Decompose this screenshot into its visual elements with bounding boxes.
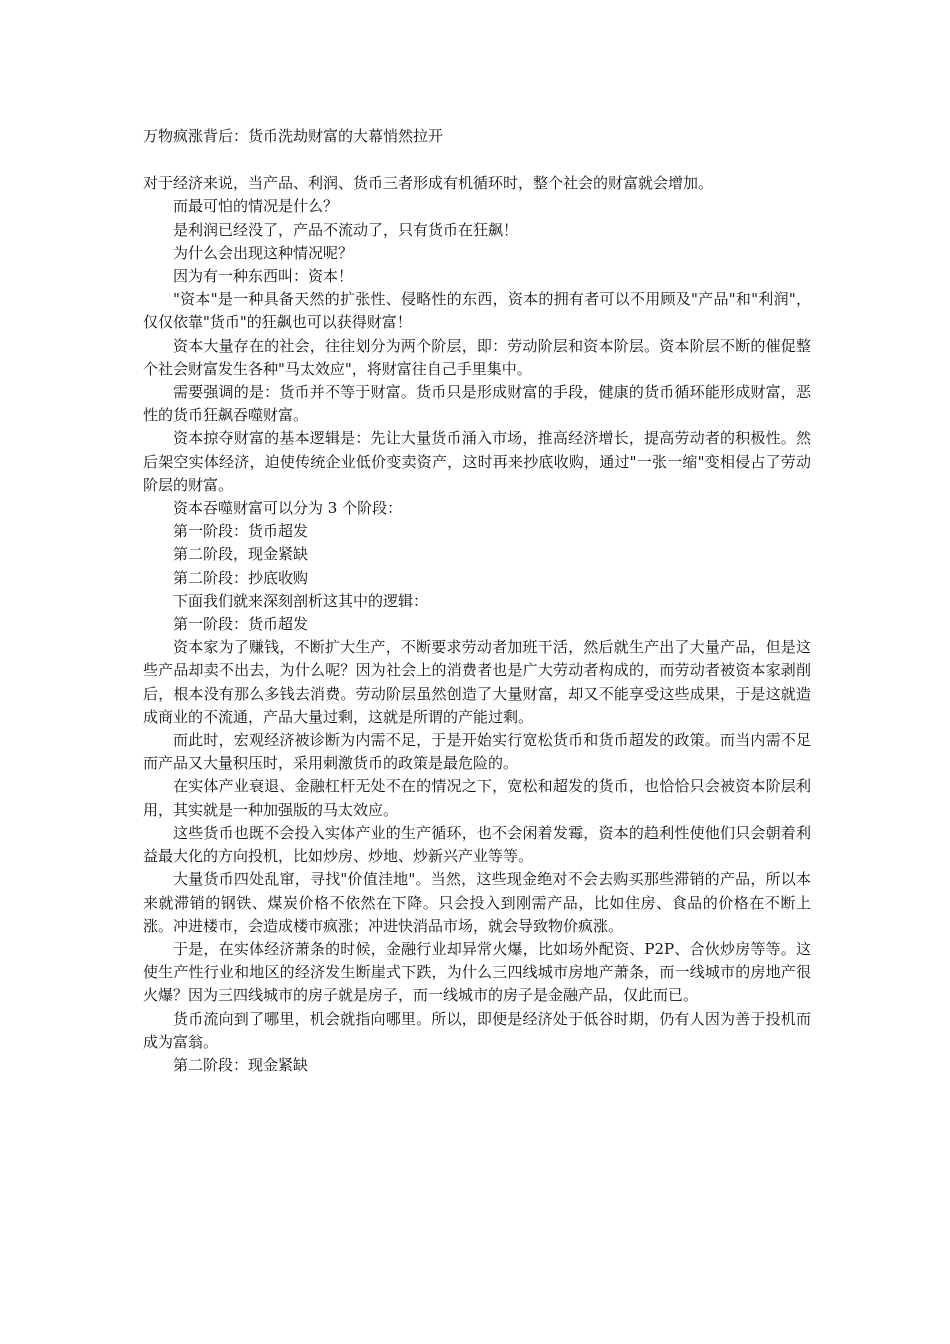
paragraph: 下面我们就来深刻剖析这其中的逻辑： [173,591,429,610]
section-heading: 第二阶段：现金紧缺 [173,1055,309,1074]
paragraph: 为什么会出现这种情况呢？ [173,243,354,262]
paragraph: 而最可怕的情况是什么？ [173,197,339,216]
paragraph: 大量货币四处乱窜，寻找"价值洼地"。当然，这些现金绝对不会去购买那些滞销的产品，所以本来就滞销的钢铁、煤炭价格不依然在下降。只会投入到刚需产品，比如住房、食品的价格在不断上涨。冲进楼市，会造成楼市疯涨；冲进快消品市场，就会导致物价疯涨。 [143,870,811,935]
paragraph: 这些货币也既不会投入实体产业的生产循环，也不会闲着发霉，资本的趋利性使他们只会朝着利益最大化的方向投机，比如炒房、炒地、炒新兴产业等等。 [143,823,811,866]
paragraph: 需要强调的是：货币并不等于财富。货币只是形成财富的手段，健康的货币循环能形成财富，恶性的货币狂飙吞噬财富。 [143,383,811,425]
stage-heading: 第一阶段：货币超发 [173,522,309,541]
paragraph: 因为有一种东西叫：资本！ [173,267,354,286]
paragraph: 而此时，宏观经济被诊断为内需不足，于是开始实行宽松货币和货币超发的政策。而当内需不足而产品又大量积压时，采用刺激货币的政策是最危险的。 [143,731,811,773]
paragraph: 对于经济来说，当产品、利润、货币三者形成有机循环时，整个社会的财富就会增加。 [143,174,714,193]
stage-heading: 第二阶段：抄底收购 [173,568,309,587]
paragraph: 资本家为了赚钱，不断扩大生产，不断要求劳动者加班干活，然后就生产出了大量产品，但是这些产品却卖不出去，为什么呢？因为社会上的消费者也是广大劳动者构成的，而劳动者被资本家剥削后，根本没有那么多钱去消费。劳动阶层虽然创造了大量财富，却又不能享受这些成果，于是这就造成商业的不流通，产品大量过剩，这就是所谓的产能过剩。 [143,638,811,726]
document-body [143,125,811,1077]
paragraph: 货币流向到了哪里，机会就指向哪里。所以，即便是经济处于低谷时期，仍有人因为善于投机而成为富翁。 [143,1009,811,1051]
paragraph: 在实体产业衰退、金融杠杆无处不在的情况之下，宽松和超发的货币，也恰恰只会被资本阶层利用，其实就是一种加强版的马太效应。 [143,777,811,819]
section-heading: 第一阶段：货币超发 [173,615,309,634]
stage-heading: 第二阶段，现金紧缺 [173,545,309,564]
paragraph: 于是，在实体经济萧条的时候，金融行业却异常火爆，比如场外配资、P2P、合伙炒房等等。这使生产性行业和地区的经济发生断崖式下跌，为什么三四线城市房地产萧条，而一线城市的房地产很火爆？因为三四线城市的房子就是房子，而一线城市的房子是金融产品，仅此而已。 [143,939,811,1005]
paragraph: 资本掠夺财富的基本逻辑是：先让大量货币涌入市场，推高经济增长，提高劳动者的积极性。然后架空实体经济，迫使传统企业低价变卖资产，这时再来抄底收购，通过"一张一缩"变相侵占了劳动阶层的财富。 [143,429,811,494]
document-title: 万物疯涨背后：货币洗劫财富的大幕悄然拉开 [143,127,444,145]
paragraph: 资本大量存在的社会，往往划分为两个阶层，即：劳动阶层和资本阶层。资本阶层不断的催促整个社会财富发生各种"马太效应"，将财富往自己手里集中。 [143,336,811,378]
paragraph: 是利润已经没了，产品不流动了，只有货币在狂飙！ [173,220,519,239]
paragraph: 资本吞噬财富可以分为 3 个阶段： [173,499,403,518]
paragraph: "资本"是一种具备天然的扩张性、侵略性的东西，资本的拥有者可以不用顾及"产品"和"利润"，仅仅依靠"货币"的狂飙也可以获得财富！ [143,290,811,332]
